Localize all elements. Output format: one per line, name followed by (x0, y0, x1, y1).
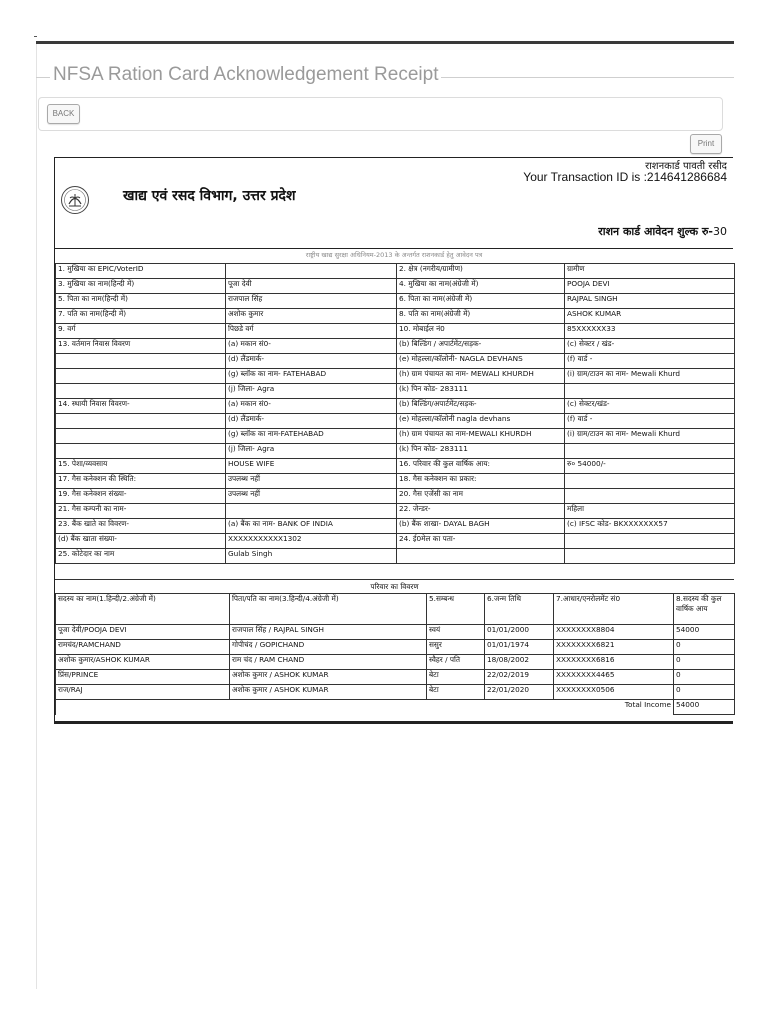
family-member-row (56, 640, 735, 655)
family-cell: 0 (674, 655, 735, 670)
family-cell: XXXXXXXX4465 (554, 670, 674, 685)
up-government-emblem-icon (60, 185, 90, 215)
family-cell: 18/08/2002 (485, 655, 554, 670)
page-header (36, 62, 734, 92)
details-cell (226, 504, 397, 519)
details-cell (565, 489, 735, 504)
details-cell: 7. पति का नाम(हिन्दी में) (56, 309, 226, 324)
back-toolbar (38, 97, 723, 131)
details-cell: RAJPAL SINGH (565, 294, 735, 309)
family-cell: 01/01/1974 (485, 640, 554, 655)
details-cell: 23. बैंक खाते का विवरण- (56, 519, 226, 534)
family-column-header: 8.सदस्य की कुल वार्षिक आय (674, 594, 735, 625)
details-cell: (b) बिल्डिंग/अपार्टमेंट/सड़क- (397, 399, 565, 414)
details-cell: 22. जेन्डर- (397, 504, 565, 519)
details-row (56, 309, 735, 324)
details-cell: (c) IFSC कोड- BKXXXXXXX57 (565, 519, 735, 534)
details-cell (397, 549, 565, 564)
family-member-row (56, 625, 735, 640)
fee-value: 30 (713, 225, 727, 238)
details-cell: (g) ब्लॉक का नाम- FATEHABAD (226, 369, 397, 384)
family-cell: XXXXXXXX6821 (554, 640, 674, 655)
details-cell: 10. मोबाईल नं0 (397, 324, 565, 339)
details-cell: 4. मुखिया का नाम(अंग्रेजी में) (397, 279, 565, 294)
details-cell: राजपाल सिंह (226, 294, 397, 309)
details-cell: 85XXXXXX33 (565, 324, 735, 339)
department-name: खाद्य एवं रसद विभाग, उत्तर प्रदेश (123, 188, 296, 204)
details-cell: (b) बैंक शाखा- DAYAL BAGH (397, 519, 565, 534)
details-cell: 6. पिता का नाम(अंग्रेजी में) (397, 294, 565, 309)
details-row (56, 504, 735, 519)
details-cell (565, 534, 735, 549)
details-row (56, 279, 735, 294)
details-row (56, 264, 735, 279)
family-cell: गोपीचंद / GOPICHAND (230, 640, 427, 655)
details-row (56, 519, 735, 534)
fee-label: राशन कार्ड आवेदन शुल्क रु- (598, 225, 713, 238)
details-cell: (i) ग्राम/टाउन का नाम- Mewali Khurd (565, 429, 735, 444)
family-member-row (56, 670, 735, 685)
details-cell: (h) ग्राम पंचायत का नाम-MEWALI KHURDH (397, 429, 565, 444)
details-row (56, 294, 735, 309)
details-cell: (c) सेक्टर / खंड- (565, 339, 735, 354)
family-cell: 0 (674, 640, 735, 655)
details-cell (226, 264, 397, 279)
family-cell: ससुर (427, 640, 485, 655)
details-cell (565, 474, 735, 489)
family-column-header: पिता/पति का नाम(3.हिन्दी/4.अंग्रेजी में) (230, 594, 427, 625)
details-cell: (a) बैंक का नाम- BANK OF INDIA (226, 519, 397, 534)
details-cell: (d) लैंडमार्क- (226, 354, 397, 369)
details-cell: उपलब्ध नहीं (226, 474, 397, 489)
details-cell: (a) मकान सं0- (226, 339, 397, 354)
family-details-table (55, 593, 735, 715)
details-cell: (b) बिल्डिंग / अपार्टमेंट/सड़क- (397, 339, 565, 354)
details-cell: (h) ग्राम पंचायत का नाम- MEWALI KHURDH (397, 369, 565, 384)
details-cell: XXXXXXXXXXX1302 (226, 534, 397, 549)
details-cell: (k) पिन कोड- 283111 (397, 444, 565, 459)
details-cell (565, 549, 735, 564)
details-cell: पिछडे वर्ग (226, 324, 397, 339)
details-cell: 3. मुखिया का नाम(हिन्दी में) (56, 279, 226, 294)
details-cell: पूजा देवी (226, 279, 397, 294)
details-cell: उपलब्ध नहीं (226, 489, 397, 504)
family-column-header: 6.जन्म तिथि (485, 594, 554, 625)
details-cell: HOUSE WIFE (226, 459, 397, 474)
details-cell: (e) मोहल्ला/कॉलोनी- NAGLA DEVHANS (397, 354, 565, 369)
page-title: NFSA Ration Card Acknowledgement Receipt (50, 64, 441, 86)
family-header-row (56, 594, 735, 625)
family-cell: 22/01/2020 (485, 685, 554, 700)
family-cell: 0 (674, 670, 735, 685)
details-cell: रु० 54000/- (565, 459, 735, 474)
details-cell: (e) मोहल्ला/कॉलोनी nagla devhans (397, 414, 565, 429)
details-cell: ग्रामीण (565, 264, 735, 279)
details-cell (56, 384, 226, 399)
receipt-title: राशनकार्ड पावती रसीद (645, 161, 727, 172)
details-row (56, 399, 735, 414)
corner-mark (34, 36, 37, 37)
acknowledgement-receipt (54, 157, 733, 724)
details-cell: (d) लैंडमार्क- (226, 414, 397, 429)
details-cell: 20. गैस एजेंसी का नाम (397, 489, 565, 504)
details-cell: POOJA DEVI (565, 279, 735, 294)
top-divider (36, 41, 734, 44)
family-cell: 54000 (674, 625, 735, 640)
details-cell: (f) वार्ड - (565, 414, 735, 429)
family-cell: रामचंद/RAMCHAND (56, 640, 230, 655)
total-income-row (56, 700, 735, 715)
details-cell: (j) जिला- Agra (226, 444, 397, 459)
details-cell: (k) पिन कोड- 283111 (397, 384, 565, 399)
details-row (56, 549, 735, 564)
details-cell (56, 444, 226, 459)
family-cell: स्वयं (427, 625, 485, 640)
total-spacer (56, 700, 554, 715)
details-cell: (j) जिला- Agra (226, 384, 397, 399)
family-cell: बेटा (427, 685, 485, 700)
details-row (56, 474, 735, 489)
details-cell: अशोक कुमार (226, 309, 397, 324)
applicant-details-table (55, 263, 735, 564)
details-cell: Gulab Singh (226, 549, 397, 564)
details-cell: (d) बैंक खाता संख्या- (56, 534, 226, 549)
details-cell: 2. क्षेत्र (नगरीय/ग्रामीण) (397, 264, 565, 279)
form-subheading: राष्ट्रीय खाद्य सुरक्षा अधिनियम-2013 के अन्तर्गत राशनकार्ड हेतु आवेदन पत्र (305, 251, 483, 259)
header-separator (55, 248, 733, 249)
family-cell: राज/RAJ (56, 685, 230, 700)
details-cell: 18. गैस कनेक्शन का प्रकार: (397, 474, 565, 489)
family-cell: अशोक कुमार/ASHOK KUMAR (56, 655, 230, 670)
details-cell: (c) सेक्टर/खंड- (565, 399, 735, 414)
details-row (56, 534, 735, 549)
details-cell: 16. परिवार की कुल वार्षिक आय: (397, 459, 565, 474)
details-row (56, 459, 735, 474)
family-cell: XXXXXXXX6816 (554, 655, 674, 670)
details-cell: महिला (565, 504, 735, 519)
family-cell: प्रिंस/PRINCE (56, 670, 230, 685)
details-cell: 17. गैस कनेक्शन की स्थिति: (56, 474, 226, 489)
details-row (56, 429, 735, 444)
family-cell: पूजा देवी/POOJA DEVI (56, 625, 230, 640)
details-row (56, 444, 735, 459)
total-income-label: Total Income (554, 700, 674, 715)
details-cell: 9. वर्ग (56, 324, 226, 339)
back-button[interactable]: BACK (47, 104, 80, 124)
family-cell: 01/01/2000 (485, 625, 554, 640)
details-cell: 5. पिता का नाम(हिन्दी में) (56, 294, 226, 309)
transaction-id: Your Transaction ID is :214641286684 (523, 170, 727, 184)
details-cell (565, 444, 735, 459)
details-cell: (g) ब्लॉक का नाम-FATEHABAD (226, 429, 397, 444)
family-cell: बेटा (427, 670, 485, 685)
details-cell: 19. गैस कनेक्शन संख्या- (56, 489, 226, 504)
details-cell: 21. गैस कम्पनी का नाम- (56, 504, 226, 519)
details-cell: 13. वर्तमान निवास विवरण (56, 339, 226, 354)
family-cell: अशोक कुमार / ASHOK KUMAR (230, 670, 427, 685)
family-cell: 0 (674, 685, 735, 700)
family-cell: अशोक कुमार / ASHOK KUMAR (230, 685, 427, 700)
details-row (56, 489, 735, 504)
details-cell: 14. स्थायी निवास विवरण- (56, 399, 226, 414)
details-row (56, 354, 735, 369)
details-row (56, 369, 735, 384)
details-row (56, 324, 735, 339)
family-cell: स्वैहर / पति (427, 655, 485, 670)
family-cell: XXXXXXXX8804 (554, 625, 674, 640)
details-cell: 24. ई0मेल का पता- (397, 534, 565, 549)
family-column-header: 5.सम्बन्ध (427, 594, 485, 625)
details-cell (565, 384, 735, 399)
details-cell (56, 414, 226, 429)
details-row (56, 339, 735, 354)
family-column-header: सदस्य का नाम(1.हिन्दी/2.अंग्रेजी में) (56, 594, 230, 625)
details-cell: 15. पेशा/व्यवसाय (56, 459, 226, 474)
application-fee (598, 224, 727, 239)
family-cell: XXXXXXXX0506 (554, 685, 674, 700)
details-cell: (i) ग्राम/टाउन का नाम- Mewali Khurd (565, 369, 735, 384)
details-cell (56, 369, 226, 384)
page-left-border (36, 44, 37, 989)
total-income-value: 54000 (674, 700, 735, 715)
family-member-row (56, 685, 735, 700)
details-cell: 8. पति का नाम(अंग्रेजी में) (397, 309, 565, 324)
family-cell: राजपाल सिंह / RAJPAL SINGH (230, 625, 427, 640)
family-member-row (56, 655, 735, 670)
print-button[interactable]: Print (690, 134, 722, 154)
details-cell (56, 429, 226, 444)
family-cell: राम चंद / RAM CHAND (230, 655, 427, 670)
details-row (56, 384, 735, 399)
receipt-bottom-border (54, 721, 733, 723)
details-cell: ASHOK KUMAR (565, 309, 735, 324)
family-cell: 22/02/2019 (485, 670, 554, 685)
details-cell: (a) मकान सं0- (226, 399, 397, 414)
family-section-title: परिवार का विवरण (55, 579, 734, 594)
family-column-header: 7.आधार/एनरोलमेंट सं0 (554, 594, 674, 625)
details-cell (56, 354, 226, 369)
details-cell: 1. मुखिया का EPIC/VoterID (56, 264, 226, 279)
details-cell: (f) वार्ड - (565, 354, 735, 369)
details-cell: 25. कोटेदार का नाम (56, 549, 226, 564)
details-row (56, 414, 735, 429)
